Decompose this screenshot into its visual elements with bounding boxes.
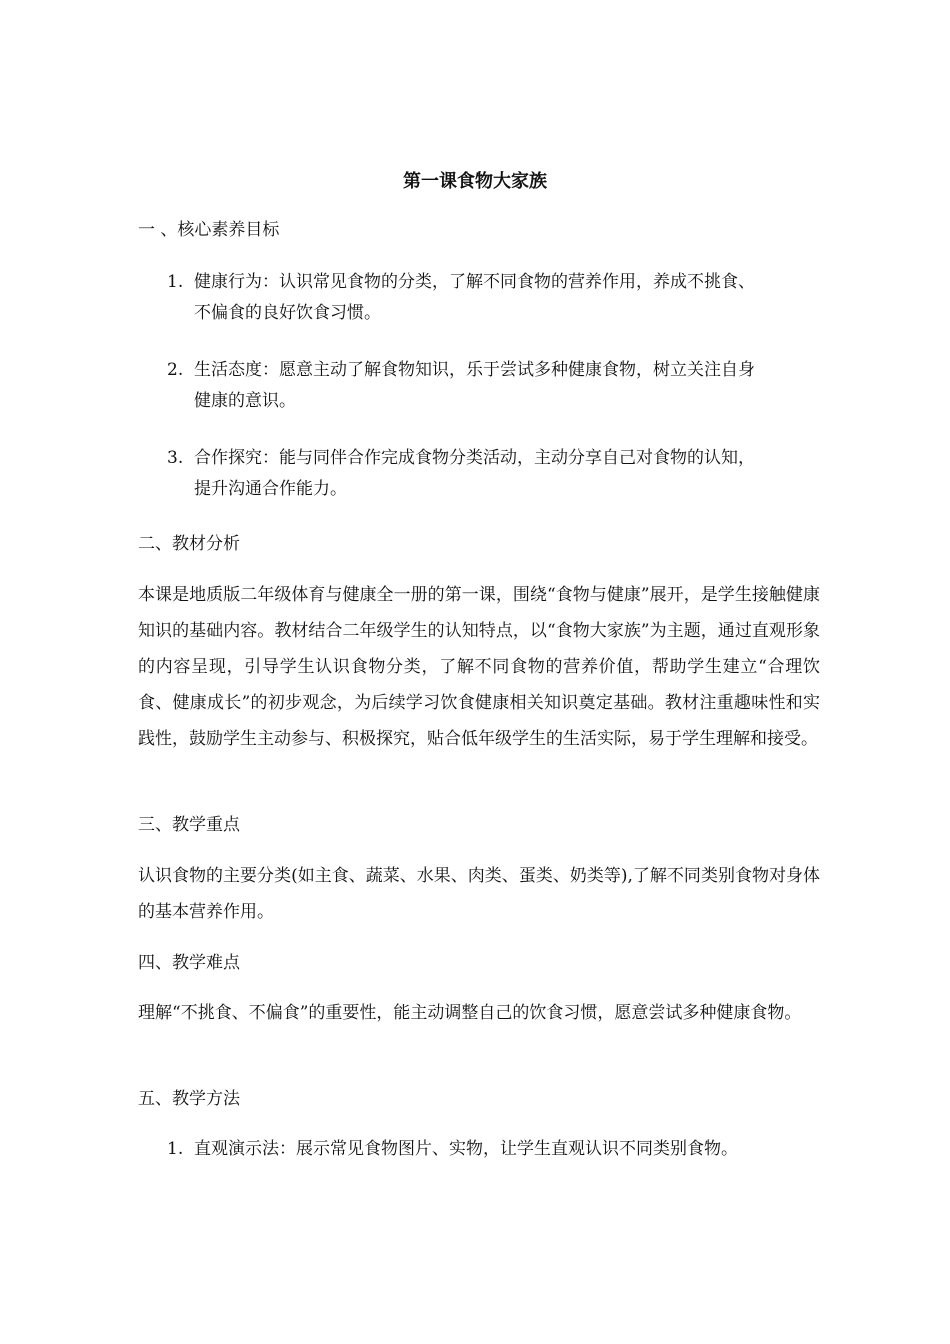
list-item-text-continued: 不偏食的良好饮食习惯。 (194, 303, 381, 323)
list-item-text: 生活态度：愿意主动了解食物知识，乐于尝试多种健康食物，树立关注自身 (194, 360, 755, 380)
material-analysis-paragraph: 本课是地质版二年级体育与健康全一册的第一课，围绕“食物与健康”展开，是学生接触健康知识的基础内容。教材结合二年级学生的认知特点，以“食物大家族”为主题，通过直观形象的内容呈现，引导学生认识食物分类，了解不同食物的营养价值，帮助学生建立“合理饮食、健康成长”的初步观念，为后续学习饮食健康相关知识奠定基础。教材注重趣味性和实践性，鼓励学生主动参与、积极探究，贴合低年级学生的生活实际，易于学生理解和接受。 (138, 585, 820, 749)
list-item-text: 健康行为：认识常见食物的分类，了解不同食物的营养作用，养成不挑食、 (194, 272, 755, 292)
section-heading-difficulties: 四、教学难点 (138, 953, 240, 973)
key-points-paragraph: 认识食物的主要分类(如主食、蔬菜、水果、肉类、蛋类、奶类等),了解不同类别食物对身体的基本营养作用。 (138, 866, 820, 922)
list-item-number: 1. (167, 1139, 184, 1159)
list-item-text-continued: 提升沟通合作能力。 (194, 479, 347, 499)
section-heading-teaching-methods: 五、教学方法 (138, 1089, 240, 1109)
list-item-text: 合作探究：能与同伴合作完成食物分类活动，主动分享自己对食物的认知， (194, 448, 755, 468)
section-heading-key-points: 三、教学重点 (138, 815, 240, 835)
list-item-number: 3. (167, 448, 184, 468)
list-item (167, 355, 827, 417)
list-item (167, 267, 827, 329)
list-item (167, 1134, 827, 1165)
page-title: 第一课食物大家族 (403, 171, 547, 192)
list-item-text-continued: 健康的意识。 (194, 391, 296, 411)
list-item (167, 443, 827, 505)
section-heading-core-goals: 一 、核心素养目标 (138, 220, 280, 240)
list-item-text: 直观演示法：展示常见食物图片、实物，让学生直观认识不同类别食物。 (194, 1139, 738, 1159)
difficulties-paragraph: 理解“不挑食、不偏食”的重要性，能主动调整自己的饮食习惯，愿意尝试多种健康食物。 (138, 1003, 802, 1023)
list-item-number: 1. (167, 272, 184, 292)
list-item-number: 2. (167, 360, 184, 380)
section-heading-material-analysis: 二、教材分析 (138, 534, 240, 554)
